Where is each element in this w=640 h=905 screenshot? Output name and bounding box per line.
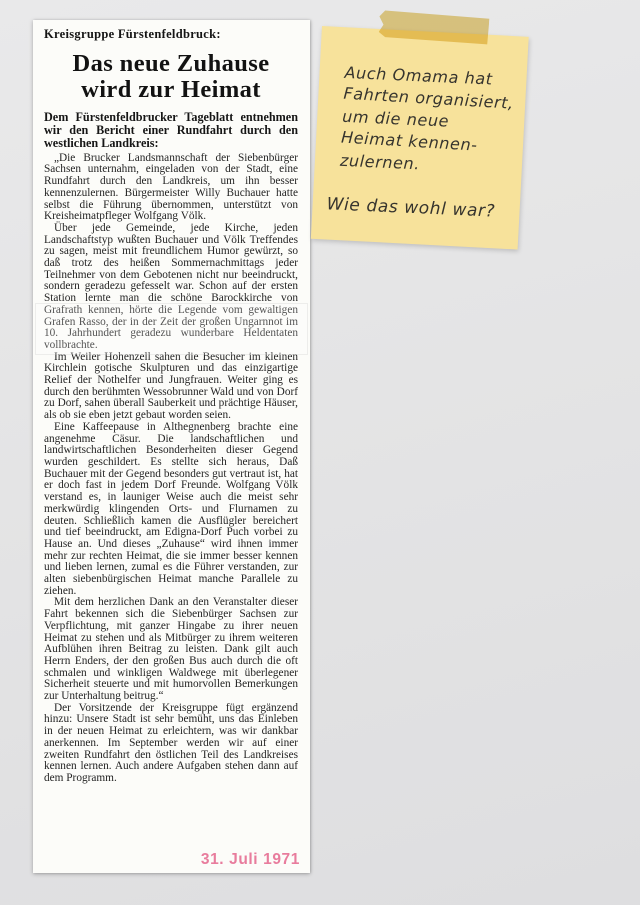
note-line: zulernen. — [339, 150, 421, 174]
article-headline — [44, 51, 298, 103]
article-body — [44, 153, 298, 785]
article-paragraph: Der Vorsitzende der Kreisgruppe fügt ergänzend hinzu: Unsere Stadt ist sehr bemüht, uns das Einleben in der neuen Heimat zu erleichtern, was wir dankbar anerkennen. Im September werden wir auf einer zweiten Rundfahrt den östlichen Teil des Landkreises kennen lernen. Auch andere Aufgaben stehen dann auf dem Programm. — [44, 701, 298, 784]
note-line: Fahrten organisiert, — [342, 83, 515, 113]
note-line: Auch Omama hat — [344, 62, 494, 89]
article-kicker: Kreisgruppe Fürstenfeldbruck: — [44, 27, 221, 41]
headline-line-1: Das neue Zuhause — [72, 50, 270, 77]
article-paragraph: Mit dem herzlichen Dank an den Veranstalter dieser Fahrt bekennen sich die Siebenbürger Sachsen zur Verpflichtung, mit ganzer Hingabe zu ihrer neuen Heimat zu stehen und als Mitbürger zu ihrem weiteren Aufblühen ihren Beitrag zu leisten. Dank gilt auch Herrn Enders, der den großen Bus auch durch die oft schmalen und winkligen Waldwege mit überlegener Sicherheit steuerte und mit humorvollen Bemerkungen zur Unterhaltung beitrug.“ — [44, 596, 298, 703]
article-paragraph: „Die Brucker Landsmannschaft der Siebenbürger Sachsen unternahm, eingeladen von der Stadt, eine Rundfahrt durch den Landkreis, um ihn besser kennenzulernen. Bürgermeister Willy Buchauer hatte selbst die Führung übernommen, unterstützt von Kreisheimatpfleger Wolfgang Völk. — [44, 151, 298, 223]
date-stamp: 31. Juli 1971 — [200, 851, 300, 868]
note-line: um die neue — [341, 106, 450, 131]
article-paragraph: Eine Kaffeepause in Althegnenberg brachte eine angenehme Cäsur. Die landschaftlichen und landwirtschaftlichen Besonderheiten dieser Gegend wurden geschildert. Es stellte sich heraus, Daß Buchauer mit der Gegend besonders gut vertraut ist, hat er doch fast in jedem Dorf Freunde. Wolfgang Völk verstand es, in launiger Weise auch die meist sehr merkwürdig klingenden Orts- und Flurnamen zu deuten. Schließlich kamen die Ausflügler bereichert und tief beeindruckt, am Edigna-Dorf Puch vorbei zu Hause an. Und dieses „Zuhause“ wird ihnen immer mehr zur rechten Heimat, die sie immer besser kennen und lieben lernen, zumal es die Führer verstanden, zur alten siebenbürgischen Heimat manche Parallele zu ziehen. — [44, 420, 298, 597]
article-lead: Dem Fürstenfeldbrucker Tageblatt entnehmen wir den Bericht einer Rundfahrt durch den westlichen Landkreis: — [44, 110, 298, 150]
note-line: Heimat kennen- — [340, 127, 479, 155]
article-paragraph: Über jede Gemeinde, jede Kirche, jeden Landschaftstyp wußten Buchauer und Völk Treffendes zu sagen, meist mit freundlichem Humor gewürzt, so daß trotz des heißen Sommernachmittags jeder Teilnehmer von dem Gebotenen nicht nur beeindruckt, sondern geradezu gefesselt war. Schon auf der ersten Station lernte man die schöne Barockkirche von Grafrath kennen, hörte die Legende vom gewaltigen Grafen Rasso, der in der Zeit der großen Ungarnnot im 10. Jahrhundert geradezu wunderbare Heldentaten vollbrachte. — [44, 221, 298, 351]
newspaper-clipping — [33, 20, 310, 873]
headline-line-2: wird zur Heimat — [81, 76, 261, 103]
note-question: Wie das wohl war? — [326, 194, 496, 222]
article-paragraph: Im Weiler Hohenzell sahen die Besucher im kleinen Kirchlein gotische Skulpturen und das einzigartige Relief der Nothelfer und Jungfrauen. Weiter ging es durch den berühmten Wessobrunner Wald und von Dorf zu Dorf, sahen überall Sauberkeit und prächtige Häuser, als ob sie eben jetzt gebaut worden seien. — [44, 350, 298, 422]
sticky-note — [311, 26, 529, 250]
